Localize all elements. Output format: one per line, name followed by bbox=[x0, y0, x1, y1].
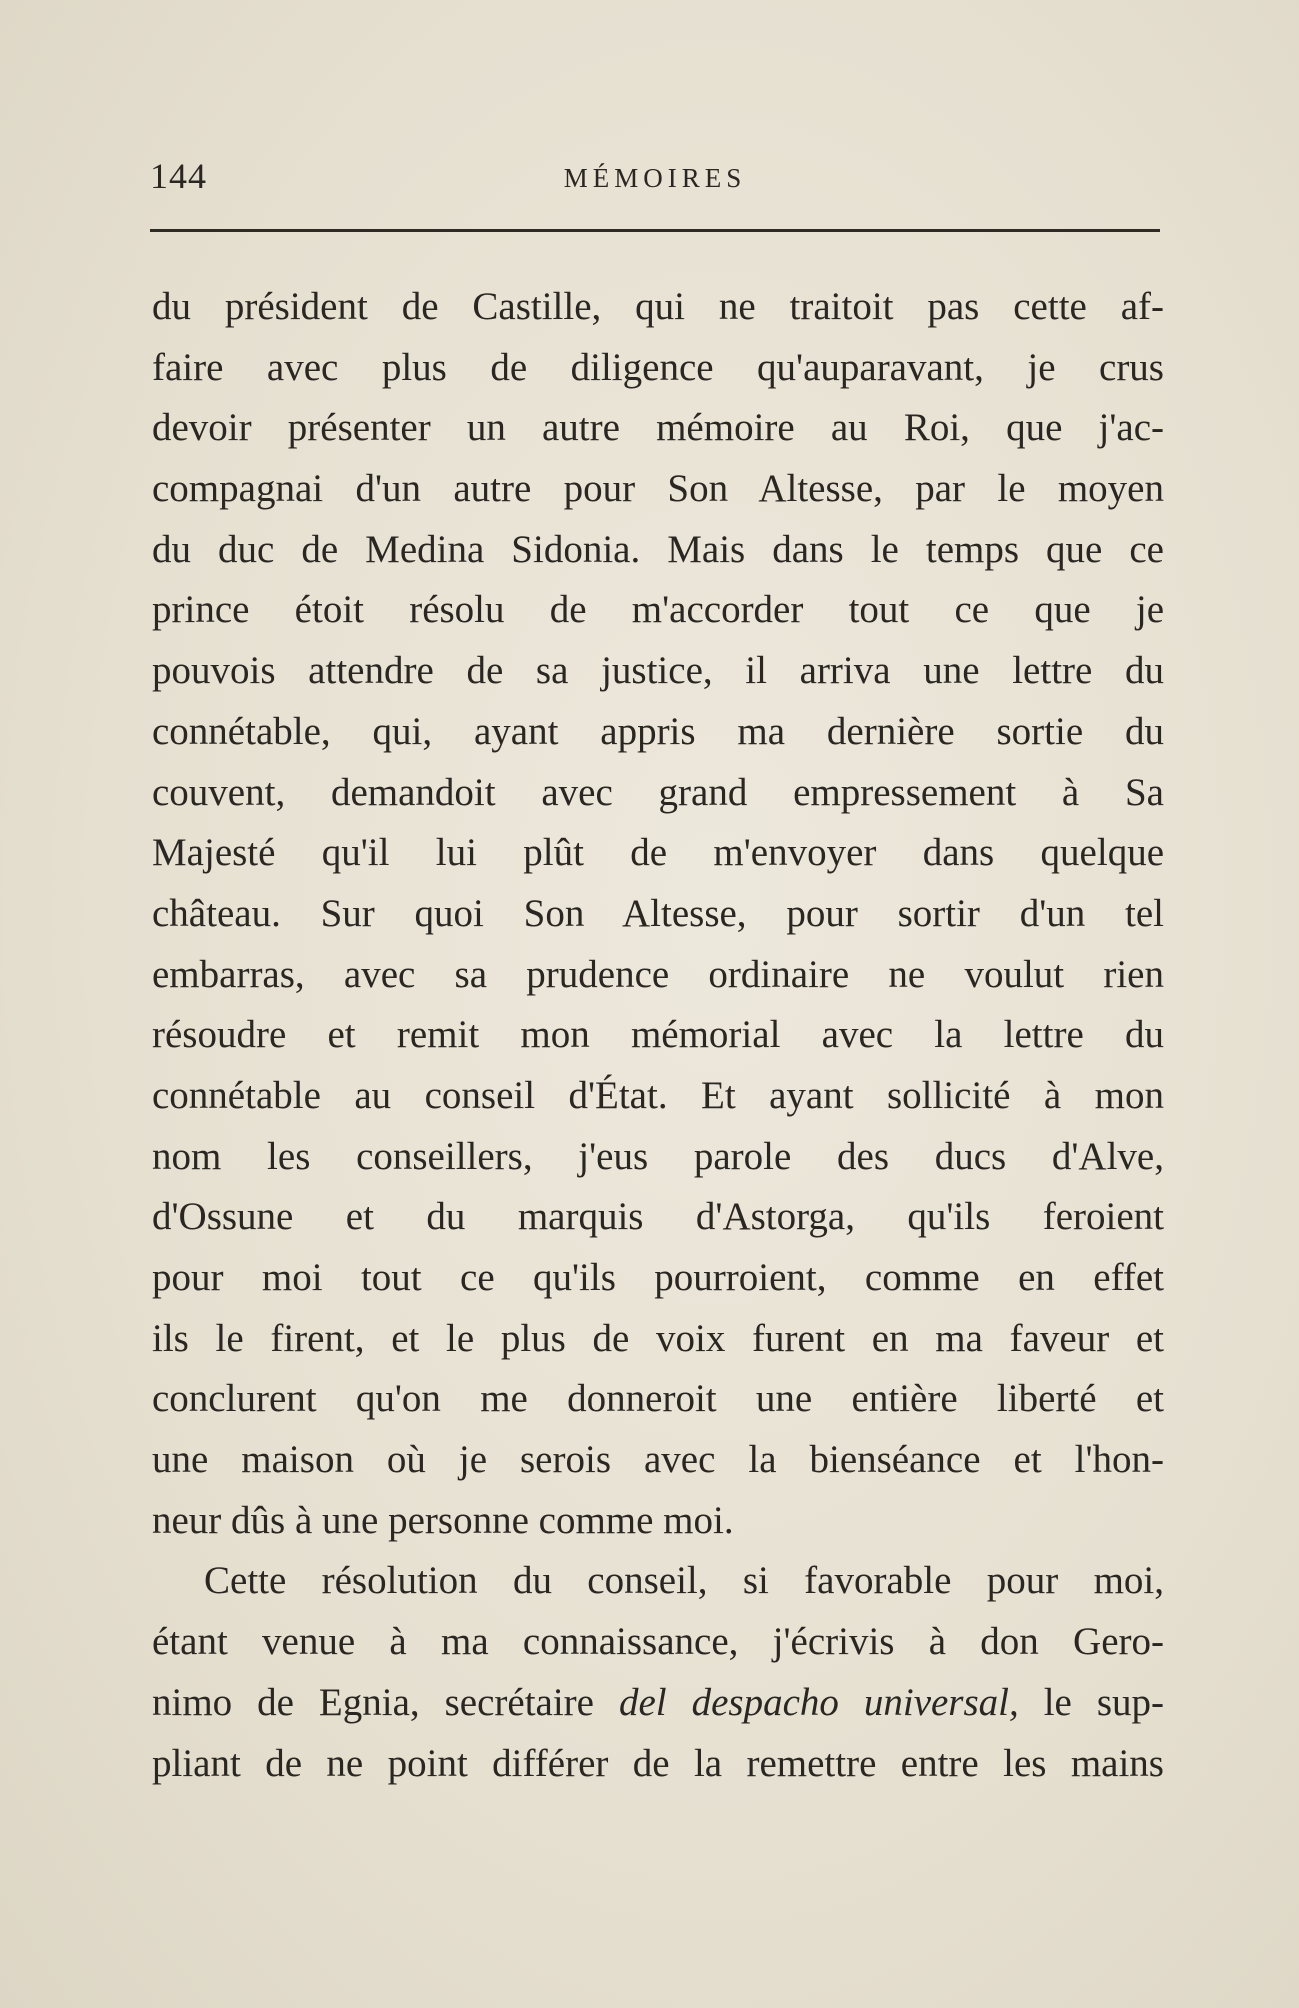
running-title: MÉMOIRES bbox=[563, 163, 747, 193]
text-line: prince étoit résolu de m'accorder tout ce que je bbox=[152, 588, 1164, 632]
text-line: d'Ossune et du marquis d'Astorga, qu'ils feroient bbox=[152, 1195, 1164, 1239]
text-line: conclurent qu'on me donneroit une entière liberté et bbox=[152, 1377, 1164, 1421]
text-line: une maison où je serois avec la bienséance et l'hon- bbox=[152, 1438, 1164, 1482]
text-line: étant venue à ma connaissance, j'écrivis à don Gero- bbox=[152, 1620, 1164, 1664]
text-line: Majesté qu'il lui plût de m'envoyer dans quelque bbox=[152, 831, 1164, 875]
text-line: pliant de ne point différer de la remettre entre les mains bbox=[152, 1741, 1164, 1785]
text-line: neur dûs à une personne comme moi. bbox=[152, 1498, 734, 1542]
text-line: Cette résolution du conseil, si favorable pour moi, bbox=[204, 1559, 1164, 1603]
text-line: nom les conseillers, j'eus parole des ducs d'Alve, bbox=[152, 1134, 1164, 1178]
text-line: du duc de Medina Sidonia. Mais dans le temps que ce bbox=[152, 527, 1164, 571]
text-line: ils le firent, et le plus de voix furent en ma faveur et bbox=[152, 1316, 1164, 1360]
text-line: résoudre et remit mon mémorial avec la lettre du bbox=[152, 1013, 1164, 1057]
italic-phrase: del despacho universal, bbox=[618, 1680, 1019, 1724]
text-line-mixed bbox=[152, 1673, 1164, 1734]
text-line: compagnai d'un autre pour Son Altesse, par le moyen bbox=[152, 467, 1164, 511]
text-line: connétable au conseil d'État. Et ayant sollicité à mon bbox=[152, 1073, 1164, 1117]
text-line: connétable, qui, ayant appris ma dernière sortie du bbox=[152, 709, 1164, 753]
text-line: pouvois attendre de sa justice, il arriva une lettre du bbox=[152, 649, 1164, 693]
text-line: du président de Castille, qui ne traitoit pas cette af- bbox=[152, 285, 1164, 328]
text-segment: nimo de Egnia, secrétaire bbox=[152, 1680, 619, 1724]
text-line: pour moi tout ce qu'ils pourroient, comme en effet bbox=[152, 1256, 1164, 1299]
page-header bbox=[150, 155, 1160, 205]
paragraph-2 bbox=[152, 1551, 1164, 1794]
paragraph-1 bbox=[152, 277, 1164, 1551]
text-line: faire avec plus de diligence qu'auparavant, je crus bbox=[152, 345, 1164, 389]
text-line: devoir présenter un autre mémoire au Roi, que j'ac- bbox=[152, 406, 1164, 450]
header-rule bbox=[150, 229, 1160, 232]
text-segment: le sup- bbox=[1018, 1680, 1165, 1724]
text-line: couvent, demandoit avec grand empressement à Sa bbox=[152, 770, 1164, 814]
body-text bbox=[152, 277, 1164, 1794]
page-number: 144 bbox=[150, 156, 207, 196]
text-line: château. Sur quoi Son Altesse, pour sortir d'un tel bbox=[152, 891, 1164, 935]
text-line: embarras, avec sa prudence ordinaire ne voulut rien bbox=[152, 952, 1164, 996]
